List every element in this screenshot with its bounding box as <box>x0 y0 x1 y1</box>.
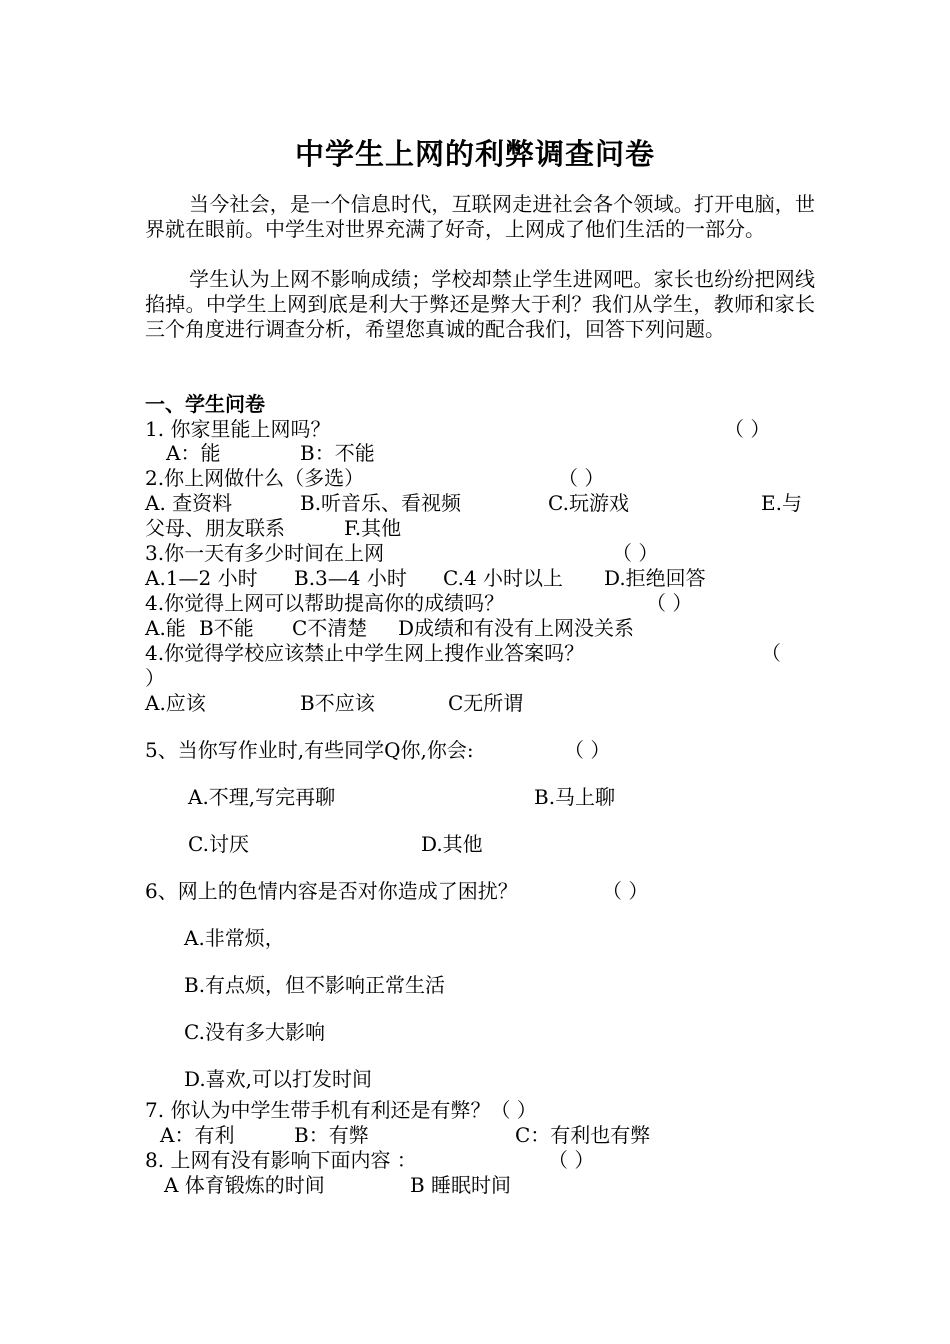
answer-blank-2[interactable]: （ ） <box>558 466 605 490</box>
q5-option-d: D.其他 <box>421 832 483 856</box>
question-5: 5、当你写作业时,有些同学Q你,你会: <box>145 738 474 762</box>
q6-option-c: C.没有多大影响 <box>184 1020 325 1044</box>
q4-option-b: B不能 <box>199 616 254 640</box>
q3-option-b: B.3—4 小时 <box>294 566 407 590</box>
answer-blank-1[interactable]: （ ） <box>724 417 771 441</box>
q6-option-b: B.有点烦，但不影响正常生活 <box>184 973 446 997</box>
q4-option-a: A.能 <box>145 616 186 640</box>
question-8: 8. 上网有没有影响下面内容 ： <box>145 1148 417 1172</box>
q7-option-a: A：有利 <box>160 1123 235 1147</box>
answer-blank-3[interactable]: （ ） <box>612 541 659 565</box>
q4b-option-a: A.应该 <box>145 691 206 715</box>
q3-option-c: C.4 小时以上 <box>443 566 564 590</box>
q3-option-d: D.拒绝回答 <box>604 566 706 590</box>
question-4: 4.你觉得上网可以帮助提高你的成绩吗？ <box>145 591 505 615</box>
intro-paragraph-2: 学生认为上网不影响成绩；学校却禁止学生进网吧。家长也纷纷把网线掐掉。中学生上网到底是利大于弊还是弊大于利？我们从学生，教师和家长三个角度进行调查分析，希望您真诚的配合我们，回答下列问题。 <box>145 267 815 341</box>
answer-blank-8[interactable]: （ ） <box>548 1148 595 1172</box>
q2-option-a: A. 查资料 <box>145 491 233 515</box>
q5-option-c: C.讨厌 <box>188 832 249 856</box>
question-2: 2.你上网做什么（多选） <box>145 466 365 490</box>
q2-option-c: C.玩游戏 <box>548 491 629 515</box>
question-6: 6、网上的色情内容是否对你造成了困扰？ <box>145 879 518 903</box>
answer-blank-5[interactable]: （ ） <box>564 738 611 762</box>
answer-blank-4b-close[interactable]: ） <box>145 666 165 690</box>
question-3: 3.你一天有多少时间在上网 <box>145 541 385 565</box>
q4-option-d: D成绩和有没有上网没关系 <box>398 616 635 640</box>
q4-option-c: C不清楚 <box>292 616 368 640</box>
q2-option-f: F.其他 <box>344 516 402 540</box>
q8-option-b: B 睡眠时间 <box>410 1173 512 1197</box>
q8-option-a: A 体育锻炼的时间 <box>164 1173 325 1197</box>
q7-option-c: C：有利也有弊 <box>515 1123 651 1147</box>
answer-blank-4b-open[interactable]: （ <box>761 641 781 665</box>
q3-option-a: A.1—2 小时 <box>145 566 258 590</box>
intro-paragraph-1: 当今社会，是一个信息时代，互联网走进社会各个领域。打开电脑，世界就在眼前。中学生对世界充满了好奇，上网成了他们生活的一部分。 <box>145 192 815 241</box>
q4b-option-b: B不应该 <box>300 691 375 715</box>
q1-option-b: B：不能 <box>300 441 375 465</box>
q7-option-b: B：有弊 <box>294 1123 369 1147</box>
question-4b: 4.你觉得学校应该禁止中学生网上搜作业答案吗？ <box>145 641 585 665</box>
q2-option-e: E.与 <box>761 491 802 515</box>
q6-option-a: A.非常烦， <box>184 926 285 950</box>
q5-option-a: A.不理,写完再聊 <box>188 785 336 809</box>
answer-blank-6[interactable]: （ ） <box>602 879 649 903</box>
q6-option-d: D.喜欢,可以打发时间 <box>184 1067 373 1091</box>
q2-option-b: B.听音乐、看视频 <box>300 491 462 515</box>
document-title: 中学生上网的利弊调查问卷 <box>294 137 655 171</box>
q4b-option-c: C无所谓 <box>448 691 524 715</box>
q5-option-b: B.马上聊 <box>534 785 616 809</box>
question-1: 1. 你家里能上网吗？ <box>145 417 331 441</box>
q2-option-e-continued: 父母、朋友联系 <box>145 516 285 540</box>
section-title: 一、学生问卷 <box>145 392 265 416</box>
q1-option-a: A：能 <box>166 441 221 465</box>
question-7: 7. 你认为中学生带手机有利还是有弊？（ ） <box>145 1098 537 1122</box>
answer-blank-4[interactable]: （ ） <box>646 591 693 615</box>
